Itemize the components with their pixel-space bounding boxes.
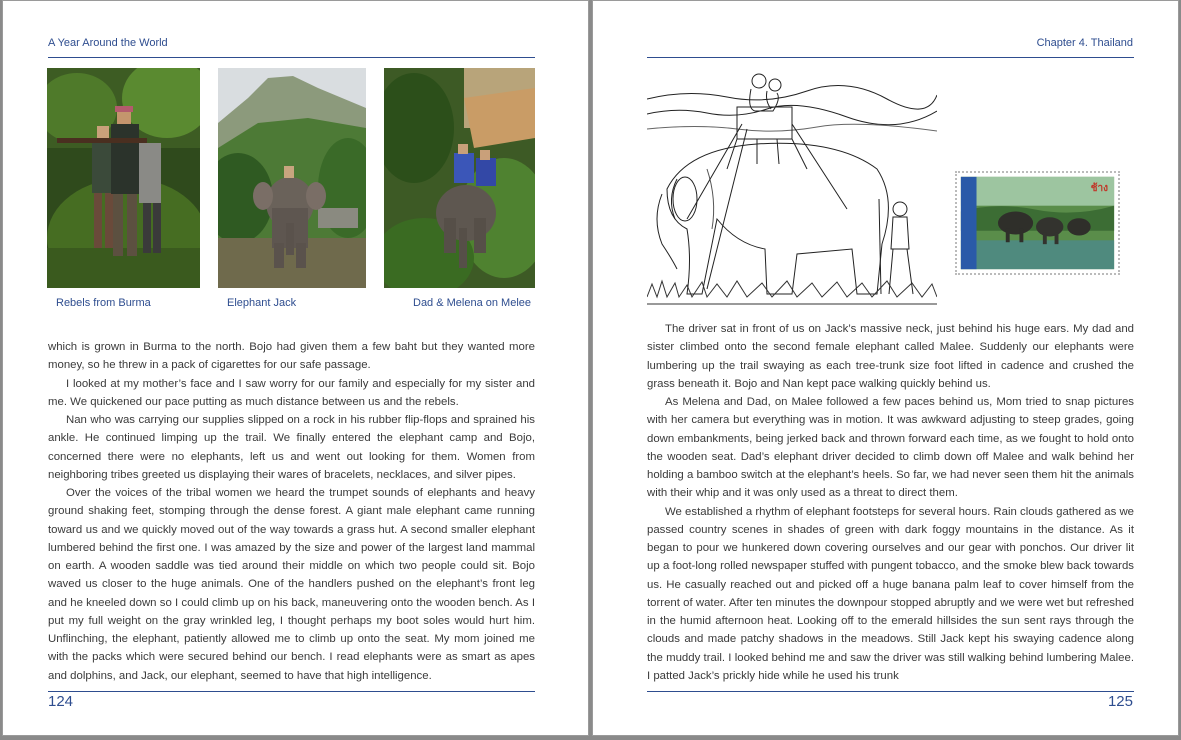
header-rule-left (48, 57, 535, 58)
page-number-left: 124 (48, 693, 74, 710)
paragraph: I looked at my mother’s face and I saw worry for our family and especially for my sister and me. We quickened our pace putting as much distance between us and the rebels. (48, 377, 535, 408)
stamp-script: ช้าง (1090, 183, 1108, 194)
caption-elephant-jack: Elephant Jack (227, 297, 297, 309)
header-rule-right (647, 57, 1134, 58)
left-page (2, 0, 589, 736)
paragraph: The driver sat in front of us on Jack’s massive neck, just behind his huge ears. My dad and sister climbed onto the second female elephant called Malee. Suddenly our elephants were lumbering up the trail swaying as each tree-trunk size foot lifted in cadence and crushed the grass beneath it. Bojo and Nan kept pace walking quickly behind us. (647, 323, 1134, 390)
photo-rebels-from-burma (47, 68, 200, 288)
paragraph: Over the voices of the tribal women we heard the trumpet sounds of elephants and heavy ground shaking feet, stomping through the dense forest. A giant male elephant came running toward us and we quickly moved out of the way towards a grass hut. A second smaller elephant lumbered behind the first one. I was amazed by the size and power of the largest land mammal on earth. A wooden saddle was tied around their middle on which two people could sit. Bojo waved us closer to the huge animals. One of the handlers pushed on the elephant’s front leg and he kneeled down so I could climb up on his back, maneuvering onto the wooden bench. As I put my full weight on the gray wrinkled leg, I thought perhaps my boot soles would hurt him. Unflinching, the elephant, patiently allowed me to climb up onto the seat. My mom joined me with the packs which were secured behind our bench. I read elephants were as smart as apes and dolphins, and Jack, our elephant, seemed to have that high intelligence. (48, 487, 535, 682)
footer-rule-right (647, 691, 1134, 692)
right-page (592, 0, 1179, 736)
paragraph: Nan who was carrying our supplies slipped on a rock in his rubber flip-flops and sprained his ankle. He continued limping up the trail. We finally entered the elephant camp and Bojo, concerned there were no elephants, left us and went out looking for them. Women from neighboring tribes greeted us displaying their wares of bracelets, necklaces, and silver pipes. (48, 414, 535, 481)
paragraph: We established a rhythm of elephant footsteps for several hours. Rain clouds gathered as we passed country scenes in shades of green with dark foggy mountains in the distance. As it began to pour we hunkered down covering ourselves and our gear with ponchos. Our driver lit up a foot-long rolled newspaper stuffed with pungent tobacco, and the smoke blew back towards us. He casually reached out and picked off a huge banana palm leaf to cover himself from the torrent of water. After ten minutes the downpour stopped abruptly and we were wet but refreshed in the humid afternoon heat. Looking off to the emerald hillsides the sun sent rays through the clouds and made patchy shadows in the meadows. Still Jack kept his swaying cadence along the muddy trail. I looked behind me and saw the driver was still walking behind lumbering Malee. I patted Jack’s prickly hide while he used his trunk (647, 505, 1134, 682)
elephant-ride-sketch (647, 69, 937, 305)
page-number-right: 125 (1107, 693, 1133, 710)
caption-dad-melena: Dad & Melena on Melee (413, 297, 532, 309)
running-head-right: Chapter 4. Thailand (1036, 37, 1133, 49)
photo-dad-melena-on-melee (384, 68, 535, 288)
thai-elephant-stamp (955, 171, 1120, 275)
running-head-left: A Year Around the World (48, 37, 168, 49)
photo-elephant-jack (218, 68, 366, 288)
caption-rebels: Rebels from Burma (56, 297, 151, 309)
paragraph: which is grown in Burma to the north. Bojo had given them a few baht but they wanted more money, so he threw in a pack of cigarettes for our safe passage. (48, 341, 535, 372)
body-text-right (647, 320, 1134, 685)
footer-rule-left (48, 691, 535, 692)
paragraph: As Melena and Dad, on Malee followed a few paces behind us, Mom tried to snap pictures with her camera but everything was in motion. It was awkward adjusting to steep grades, going down embankments, being jerked back and thrown forward each time, as we fought to hold onto the wooden seat. Dad’s elephant driver decided to climb down off Malee and walk behind her holding a bamboo switch at the elephant’s heels. So far, we had never seen them hit the animals with their whip and it was only used as a threat to direct them. (647, 396, 1134, 500)
body-text-left (48, 338, 535, 685)
